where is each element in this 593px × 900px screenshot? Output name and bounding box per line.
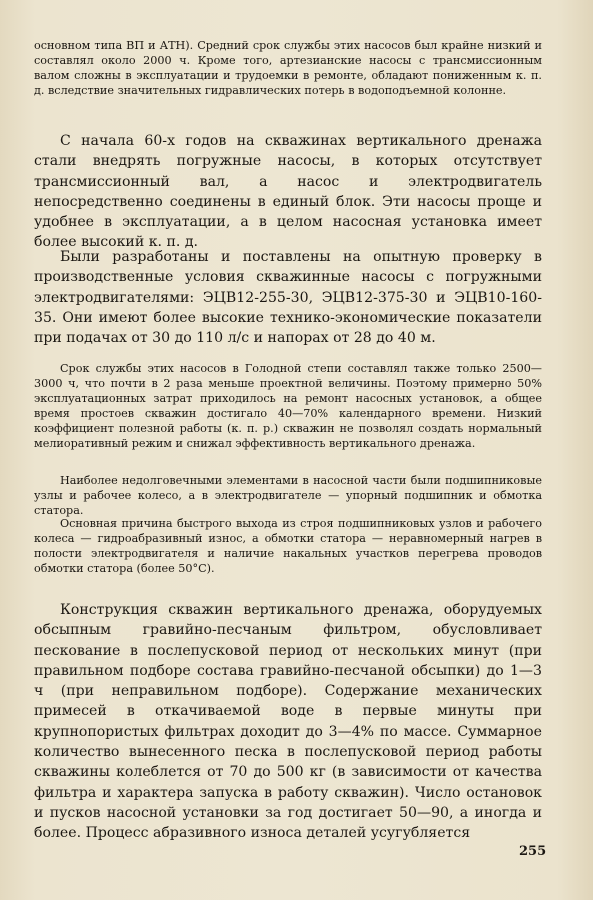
paragraph-pump-models: Были разработаны и поставлены на опытную проверку в производственные условия скважинные насосы с погружными электродвигателями: ЭЦВ12-255-30, ЭЦВ12-375-30 и ЭЦВ10-160-35. Они имеют более высокие технико-экономические показатели при подачах от 30 до 110 л/с и напорах от 28 до 40 м. bbox=[34, 249, 542, 347]
continued-paragraph: основном типа ВП и АТН). Средний срок службы этих насосов был крайне низкий и составлял около 2000 ч. Кроме того, артезианские насосы с трансмиссионным валом сложны в эксплуатации и трудоемки в ремонте, обладают пониженным к. п. д. вследствие значительных гидравлических потерь в водоподъемной колонне. bbox=[34, 39, 542, 97]
page-number: 255 bbox=[519, 844, 547, 859]
note-service-life: Срок службы этих насосов в Голодной степи составлял также только 2500—3000 ч, что почти в 2 раза меньше проектной величины. Поэтому примерно 50% эксплуатационных затрат приходилось на ремонт насосных установок, а общее время простоев скважин достигало 40—70% календарного времени. Низкий коэффициент полезной работы (к. п. р.) скважин не позволял создать нормальный мелиоративный режим и снижал эффективность вертикального дренажа. bbox=[34, 362, 542, 450]
note-weak-elements: Наиболее недолговечными элементами в насосной части были подшипниковые узлы и рабочее колесо, а в электродвигателе — упорный подшипник и обмотка статора. bbox=[34, 474, 542, 517]
paragraph-well-construction: Конструкция скважин вертикального дренажа, оборудуемых обсыпным гравийно-песчаным фильтром, обусловливает пескование в послепусковой период от нескольких минут (при правильном подборе состава гравийно-песчаной обсыпки) до 1—3 ч (при неправильном подборе). Содержание механических примесей в откачиваемой воде в первые минуты при крупнопористых фильтрах доходит до 3—4% по массе. Суммарное количество вынесенного песка в послепусковой период работы скважины колеблется от 70 до 500 кг (в зависимости от качества фильтра и характера запуска в работу скважин). Число остановок и пусков насосной установки за год достигает 50—90, а иногда и более. Процесс абразивного износа деталей усугубляется bbox=[34, 602, 542, 842]
paragraph-submersible-pumps: С начала 60-х годов на скважинах вертикального дренажа стали внедрять погружные насосы, в которых отсутствует трансмиссионный вал, а насос и электродвигатель непосредственно соединены в единый блок. Эти насосы проще и удобнее в эксплуатации, а в целом насосная установка имеет более высокий к. п. д. bbox=[34, 133, 542, 251]
note-failure-cause: Основная причина быстрого выхода из строя подшипниковых узлов и рабочего колеса — гидроабразивный износ, а обмотки статора — неравномерный нагрев в полости электродвигателя и наличие накальных участков перегрева проводов обмотки статора (более 50°С). bbox=[34, 517, 542, 575]
